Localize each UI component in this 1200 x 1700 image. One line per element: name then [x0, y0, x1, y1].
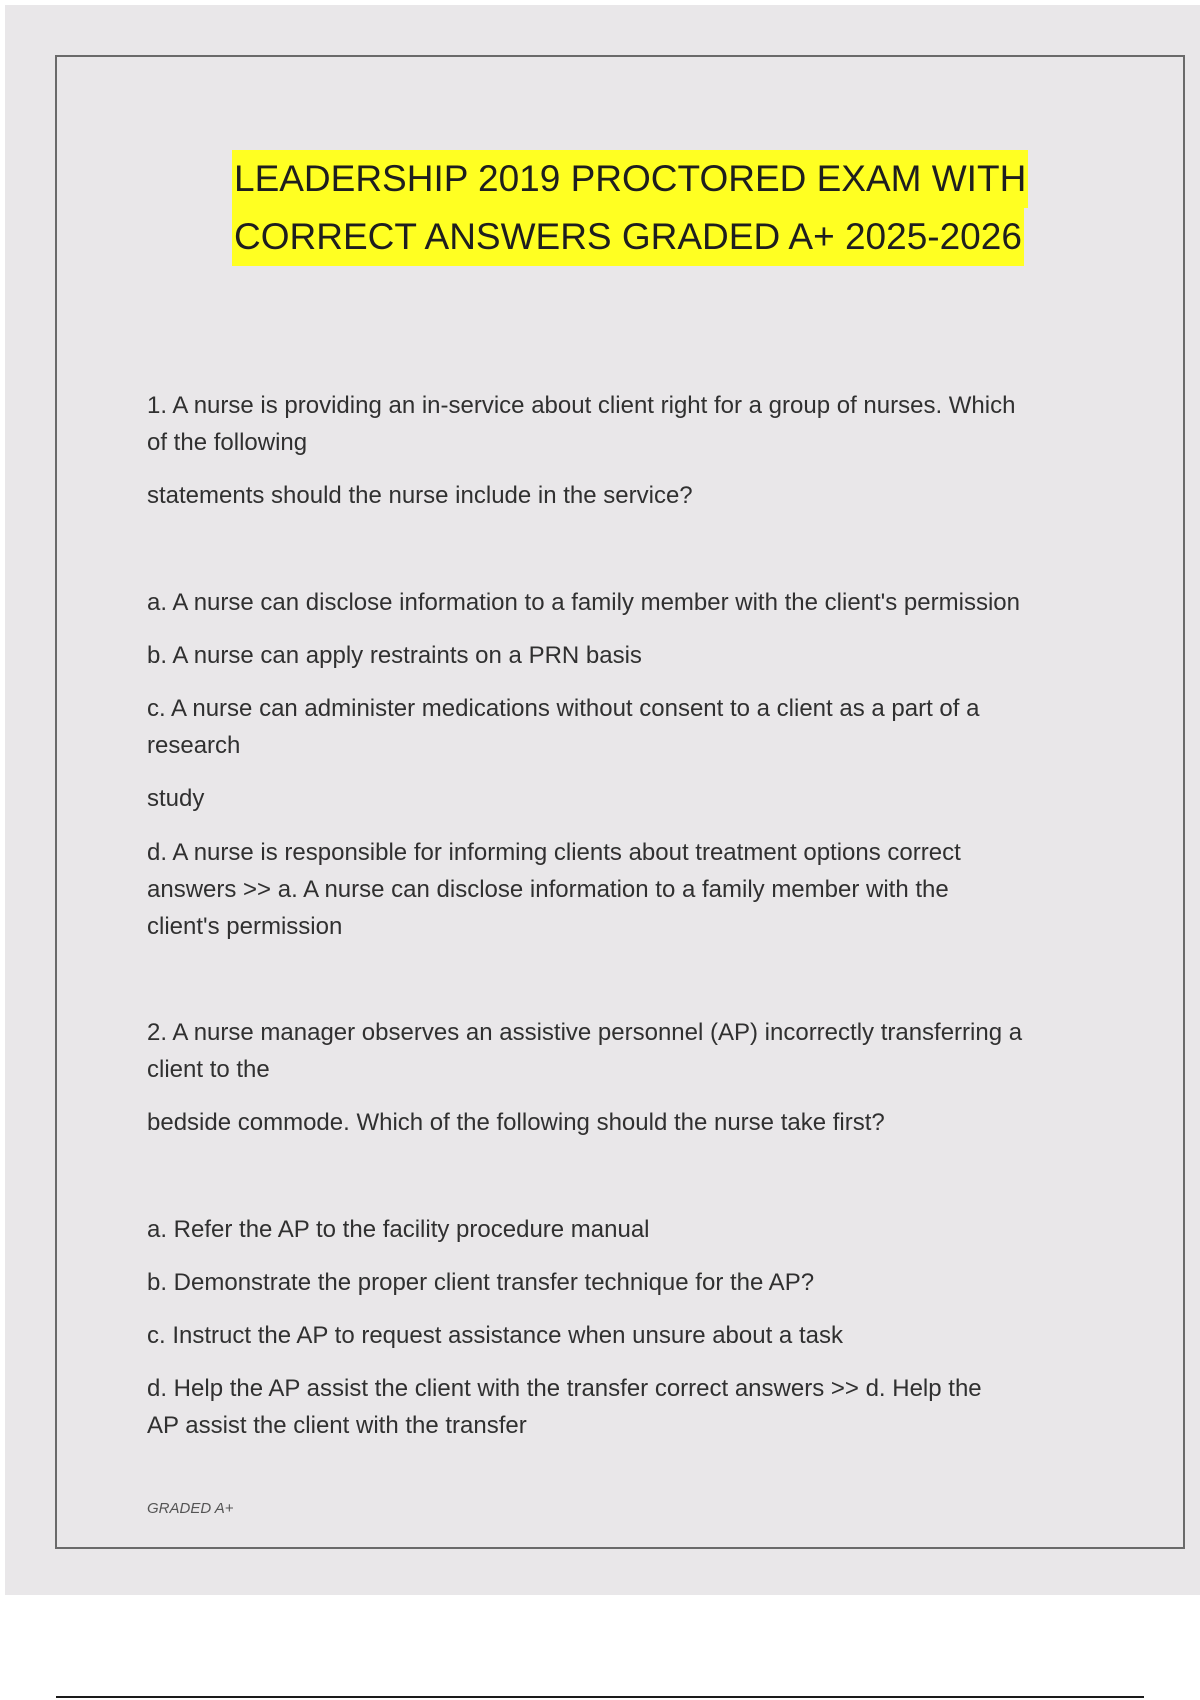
question-2-stem-line-2: client to the: [147, 1056, 270, 1083]
option-b-text: b. Demonstrate the proper client transfer technique for the AP?: [147, 1269, 815, 1296]
option-d-line-1: d. A nurse is responsible for informing clients about treatment options correct: [147, 839, 961, 866]
question-2-stem-line-3: bedside commode. Which of the following should the nurse take first?: [147, 1109, 885, 1136]
question-1-stem-line-1: 1. A nurse is providing an in-service about client right for a group of nurses. Which: [147, 392, 1016, 419]
option-d-line-2: AP assist the client with the transfer: [147, 1412, 527, 1439]
option-c-line-3: study: [147, 785, 205, 812]
option-c-line-2: research: [147, 732, 241, 759]
option-a-text: a. Refer the AP to the facility procedure manual: [147, 1216, 650, 1243]
option-d-line-2: answers >> a. A nurse can disclose information to a family member with the: [147, 876, 949, 903]
question-2-option-d: [147, 1370, 1097, 1444]
question-1-option-a: [147, 584, 1097, 621]
question-1-stem-line-3: statements should the nurse include in the service?: [147, 482, 693, 509]
bottom-divider: [56, 1696, 1144, 1698]
title-line-1: LEADERSHIP 2019 PROCTORED EXAM WITH: [232, 150, 1028, 208]
question-1-stem-line-2: of the following: [147, 429, 308, 456]
question-2-option-c: [147, 1317, 1097, 1354]
option-a-text: a. A nurse can disclose information to a family member with the client's permission: [147, 589, 1020, 616]
option-d-line-1: d. Help the AP assist the client with the transfer correct answers >> d. Help the: [147, 1375, 982, 1402]
question-1-option-b: [147, 637, 1097, 674]
question-1-option-c: [147, 690, 1097, 764]
footer-grade-note: GRADED A+: [147, 1500, 234, 1517]
question-1-stem-cont: [147, 477, 1097, 514]
question-1-option-d: [147, 834, 1097, 945]
title-line-2: CORRECT ANSWERS GRADED A+ 2025-2026: [232, 208, 1024, 266]
question-2-option-a: [147, 1211, 1097, 1248]
document-title: [232, 150, 1027, 266]
question-2-stem-line-1: 2. A nurse manager observes an assistive personnel (AP) incorrectly transferring a: [147, 1019, 1023, 1046]
question-1-option-c-cont: [147, 780, 1097, 817]
option-c-line-1: c. A nurse can administer medications without consent to a client as a part of a: [147, 695, 980, 722]
option-b-text: b. A nurse can apply restraints on a PRN basis: [147, 642, 642, 669]
question-2: [147, 1014, 1097, 1088]
question-2-option-b: [147, 1264, 1097, 1301]
option-c-text: c. Instruct the AP to request assistance when unsure about a task: [147, 1322, 843, 1349]
question-2-stem-cont: [147, 1104, 1097, 1141]
option-d-line-3: client's permission: [147, 913, 343, 940]
question-1: [147, 387, 1097, 461]
